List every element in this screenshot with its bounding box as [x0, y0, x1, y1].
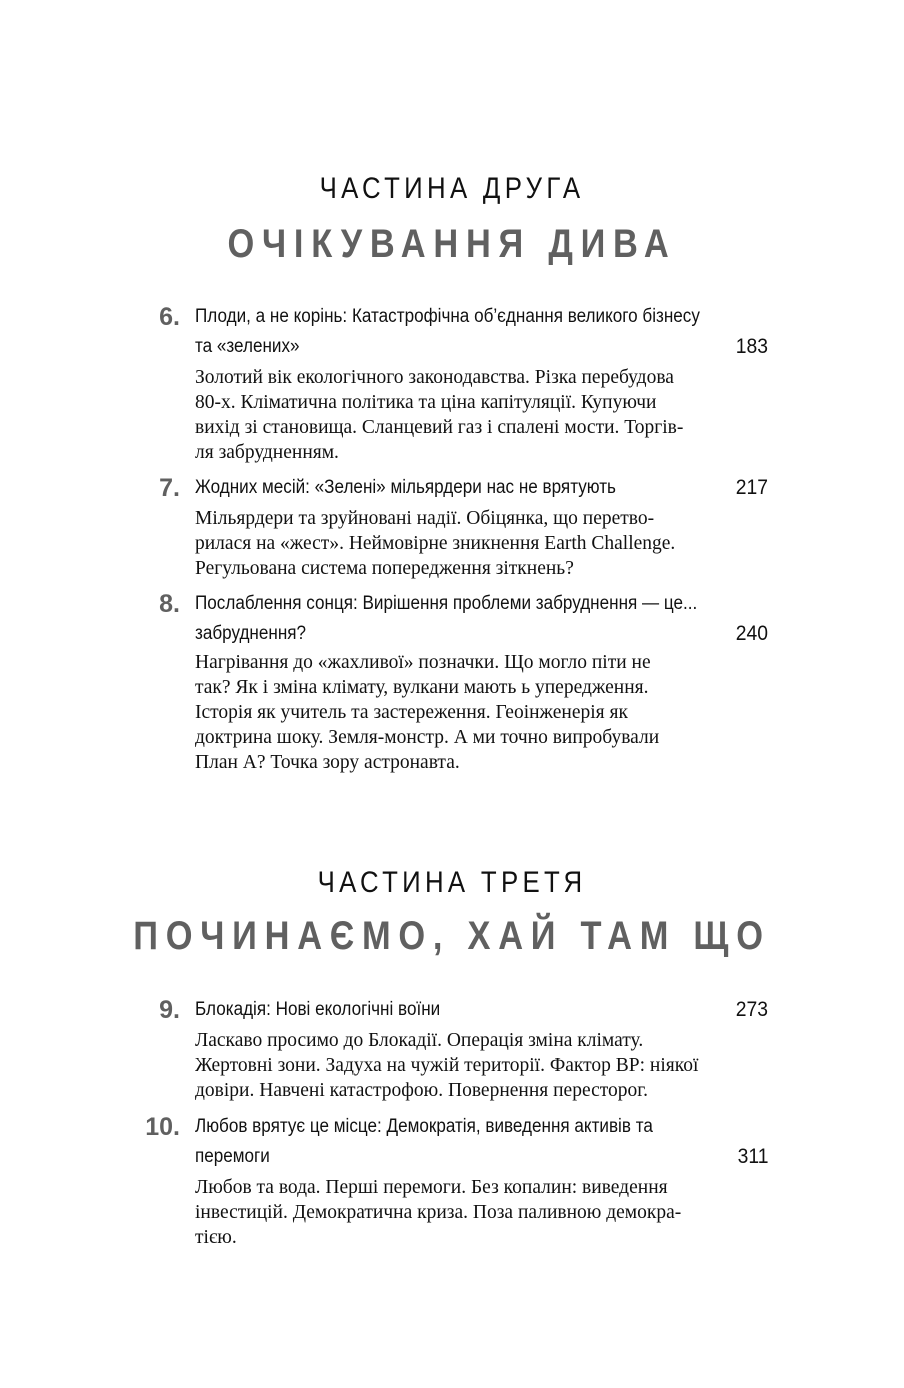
chapter-description: Мільярдери та зруйновані надії. Обіцянка, що перетво- рилася на «жест». Неймовірне зникнення Earth Challenge. Регульована система попередження зіткнень?	[195, 508, 676, 579]
page-number: 273	[735, 998, 768, 1021]
chapter-description: Нагрівання до «жахливої» позначки. Що могло піти не так? Як і зміна клімату, вулкани мають ь упередження. Історія як учитель та застереження. Геоінженерія як доктрина шоку. Земля-монстр. А ми точно випробували План А? Точка зору астронавта.	[195, 652, 660, 773]
part-title: ПОЧИНАЄМО, ХАЙ ТАМ ЩО	[133, 914, 771, 958]
page-number: 240	[735, 622, 768, 645]
chapter-title-line: Послаблення сонця: Вирішення проблеми забруднення — це...	[195, 593, 698, 614]
chapter-number: 6.	[159, 303, 180, 331]
chapter-title-line: Блокадія: Нові екологічні воїни	[195, 999, 441, 1020]
chapter-title-line: Жодних месій: «Зелені» мільярдери нас не врятують	[195, 477, 616, 498]
chapter-title-line: забруднення?	[195, 623, 307, 644]
page-number: 183	[735, 335, 768, 358]
part-label: ЧАСТИНА ДРУГА	[319, 172, 585, 205]
chapter-number: 9.	[159, 996, 180, 1024]
chapter-description: Ласкаво просимо до Блокадії. Операція зміна клімату. Жертовні зони. Задуха на чужій території. Фактор BP: ніякої довіри. Навчені катастрофою. Повернення пересторог.	[195, 1030, 699, 1101]
chapter-number: 10.	[145, 1113, 180, 1141]
chapter-number: 8.	[159, 590, 180, 618]
chapter-description: Золотий вік екологічного законодавства. Різка перебудова 80-х. Кліматична політика та ціна капітуляції. Купуючи вихід зі становища. Сланцевий газ і спалені мости. Торгів- ля забрудненням.	[195, 367, 684, 463]
page-number: 311	[737, 1145, 768, 1168]
chapter-number: 7.	[159, 474, 180, 502]
chapter-title-line: та «зелених»	[195, 336, 300, 357]
chapter-title-line: Плоди, а не корінь: Катастрофічна об’єднання великого бізнесу	[195, 306, 700, 327]
chapter-title-line: перемоги	[195, 1146, 270, 1167]
part-title: ОЧІКУВАННЯ ДИВА	[227, 222, 677, 266]
page-number: 217	[735, 476, 768, 499]
chapter-title-line: Любов врятує це місце: Демократія, виведення активів та	[195, 1116, 653, 1137]
chapter-description: Любов та вода. Перші перемоги. Без копалин: виведення інвестицій. Демократична криза. Поза паливною демокра- тією.	[195, 1177, 682, 1248]
part-label: ЧАСТИНА ТРЕТЯ	[317, 866, 587, 899]
